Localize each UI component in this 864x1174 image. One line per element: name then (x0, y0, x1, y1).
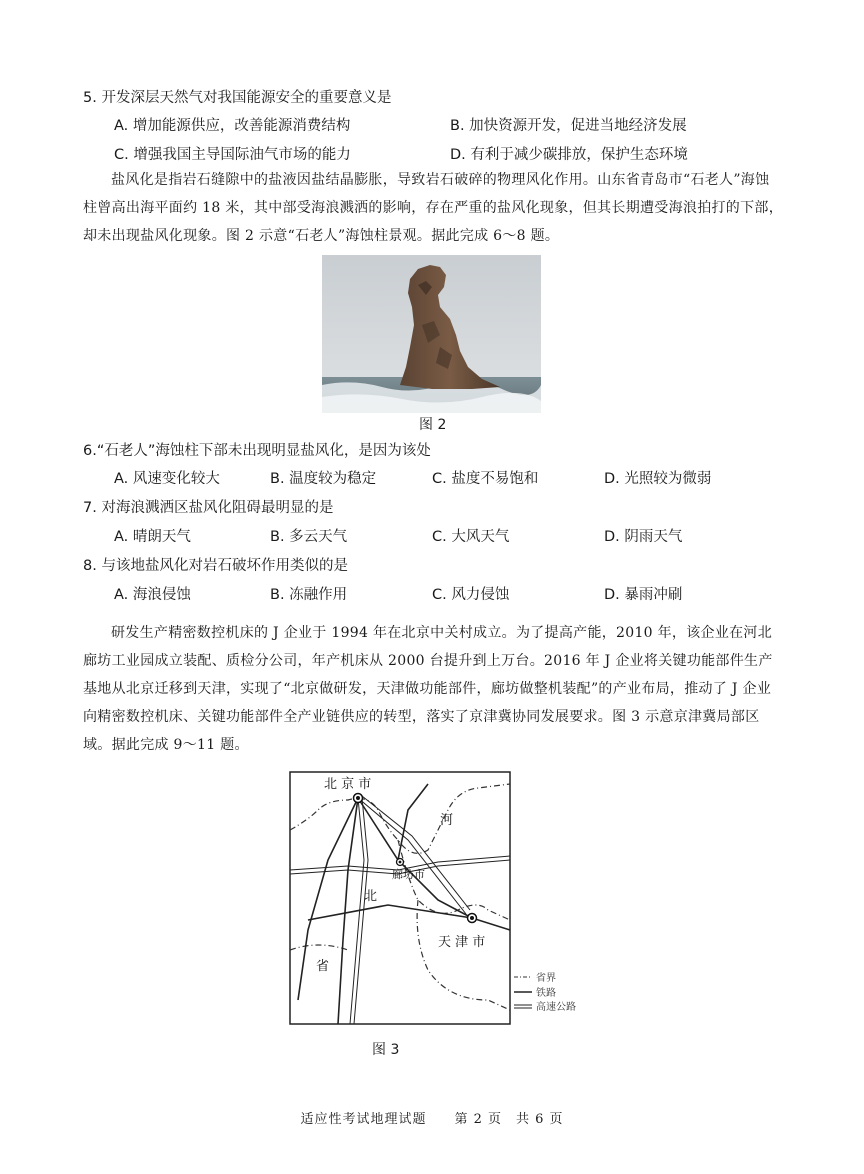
q7-option-d: D. 阴雨天气 (604, 529, 683, 545)
q8-option-d: D. 暴雨冲刷 (604, 587, 683, 603)
q5-option-b: B. 加快资源开发，促进当地经济发展 (450, 118, 687, 134)
q6-option-a: A. 风速变化较大 (114, 471, 220, 487)
map-legend (514, 971, 576, 1013)
he-label: 河 (440, 813, 454, 828)
q8-option-b: B. 冻融作用 (270, 587, 348, 603)
legend-expressway: 高速公路 (536, 1002, 576, 1013)
figure-2-sea-stack-photo (322, 255, 541, 413)
q6-option-b: B. 温度较为稳定 (270, 471, 377, 487)
q7-option-b: B. 多云天气 (270, 529, 348, 545)
map-frame (290, 772, 510, 1024)
q7-option-c: C. 大风天气 (432, 529, 510, 545)
legend-railway: 铁路 (536, 988, 556, 999)
sheng-label: 省 (316, 959, 330, 974)
q8-option-c: C. 风力侵蚀 (432, 587, 510, 603)
legend-provincial-boundary: 省界 (536, 973, 556, 984)
q8-option-a: A. 海浪侵蚀 (114, 587, 191, 603)
beijing-label: 北 京 市 (324, 777, 372, 792)
question-5-stem: 5. 开发深层天然气对我国能源安全的重要意义是 (83, 90, 392, 106)
tianjin-label: 天 津 市 (438, 935, 486, 950)
langfang-label: 廊坊市 (392, 868, 425, 881)
question-8-stem: 8. 与该地盐风化对岩石破坏作用类似的是 (83, 558, 348, 574)
question-7-stem: 7. 对海浪溅洒区盐风化阻碍最明显的是 (83, 500, 334, 516)
q5-option-c: C. 增强我国主导国际油气市场的能力 (114, 147, 351, 163)
q7-option-a: A. 晴朗天气 (114, 529, 191, 545)
passage-salt-weathering: 盐风化是指岩石缝隙中的盐液因盐结晶膨胀，导致岩石破碎的物理风化作用。山东省青岛市“石老人”海蚀柱曾高出海平面约 18 米，其中部受海浪溅洒的影响，存在严重的盐风化现象，但其长期遭受海浪拍打的下部，却未出现盐风化现象。图 2 示意“石老人”海蚀柱景观。据此完成 6～8 题。 (83, 172, 784, 244)
figure-2-caption: 图 2 (419, 417, 447, 433)
question-6-stem: 6.“石老人”海蚀柱下部未出现明显盐风化，是因为该处 (83, 443, 431, 459)
passage-j-enterprise: 研发生产精密数控机床的 J 企业于 1994 年在北京中关村成立。为了提高产能，2010 年，该企业在河北廊坊工业园成立装配、质检分公司，年产机床从 2000 台提升到上万台。2016 年 J 企业将关键功能部件生产基地从北京迁移到天津，实现了“北京做研发，天津做功能部件，廊坊做整机装配”的产业布局，推动了 J 企业向精密数控机床、关键功能部件全产业链供应的转型，落实了京津冀协同发展要求。图 3 示意京津冀局部区域。据此完成 9～11 题。 (83, 625, 773, 753)
figure-3-map (288, 770, 588, 1028)
q5-option-d: D. 有利于减少碳排放，保护生态环境 (450, 147, 688, 163)
bei-label: 北 (364, 889, 378, 904)
q5-option-a: A. 增加能源供应，改善能源消费结构 (114, 118, 351, 134)
q6-option-d: D. 光照较为微弱 (604, 471, 712, 487)
q6-option-c: C. 盐度不易饱和 (432, 471, 539, 487)
page-footer: 适应性考试地理试题 第 2 页 共 6 页 (300, 1112, 564, 1127)
figure-3-caption: 图 3 (372, 1042, 400, 1058)
